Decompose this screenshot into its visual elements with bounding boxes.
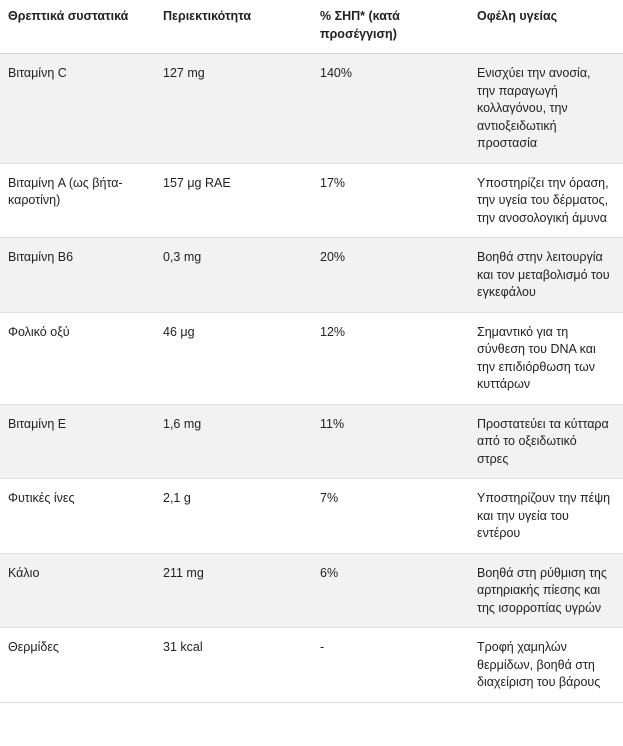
nutrient-cell: Φολικό οξύ [0,312,155,404]
nutrient-cell: Θερμίδες [0,628,155,703]
table-row [0,628,623,703]
benefit-cell: Προστατεύει τα κύτταρα από το οξειδωτικό στρες [469,404,623,479]
table-body [0,54,623,703]
benefit-cell: Βοηθά στην λειτουργία και τον μεταβολισμό του εγκεφάλου [469,238,623,313]
nutrient-cell: Βιταμίνη A (ως βήτα-καροτίνη) [0,163,155,238]
dv-percent-cell: 7% [312,479,469,554]
table-row [0,163,623,238]
nutrient-cell: Κάλιο [0,553,155,628]
dv-percent-cell: 140% [312,54,469,164]
table-row [0,54,623,164]
amount-cell: 31 kcal [155,628,312,703]
amount-cell: 46 μg [155,312,312,404]
benefit-cell: Υποστηρίζει την όραση, την υγεία του δέρματος, την ανοσολογική άμυνα [469,163,623,238]
dv-percent-cell: 11% [312,404,469,479]
header-dv-percent: % ΣΗΠ* (κατά προσέγγιση) [312,0,469,54]
table-row [0,312,623,404]
table-row [0,479,623,554]
dv-percent-cell: - [312,628,469,703]
nutrient-cell: Βιταμίνη B6 [0,238,155,313]
benefit-cell: Υποστηρίζουν την πέψη και την υγεία του εντέρου [469,479,623,554]
dv-percent-cell: 17% [312,163,469,238]
amount-cell: 127 mg [155,54,312,164]
amount-cell: 1,6 mg [155,404,312,479]
header-row [0,0,623,54]
table-row [0,404,623,479]
amount-cell: 2,1 g [155,479,312,554]
header-nutrient: Θρεπτικά συστατικά [0,0,155,54]
dv-percent-cell: 20% [312,238,469,313]
amount-cell: 157 μg RAE [155,163,312,238]
dv-percent-cell: 12% [312,312,469,404]
header-content: Περιεκτικότητα [155,0,312,54]
benefit-cell: Τροφή χαμηλών θερμίδων, βοηθά στη διαχείριση του βάρους [469,628,623,703]
table-row [0,553,623,628]
amount-cell: 211 mg [155,553,312,628]
amount-cell: 0,3 mg [155,238,312,313]
nutrient-cell: Βιταμίνη E [0,404,155,479]
nutrient-cell: Βιταμίνη C [0,54,155,164]
dv-percent-cell: 6% [312,553,469,628]
table-row [0,238,623,313]
benefit-cell: Ενισχύει την ανοσία, την παραγωγή κολλαγόνου, την αντιοξειδωτική προστασία [469,54,623,164]
header-health-benefits: Οφέλη υγείας [469,0,623,54]
benefit-cell: Σημαντικό για τη σύνθεση του DNA και την επιδιόρθωση των κυττάρων [469,312,623,404]
nutrient-cell: Φυτικές ίνες [0,479,155,554]
table-header [0,0,623,54]
benefit-cell: Βοηθά στη ρύθμιση της αρτηριακής πίεσης και της ισορροπίας υγρών [469,553,623,628]
